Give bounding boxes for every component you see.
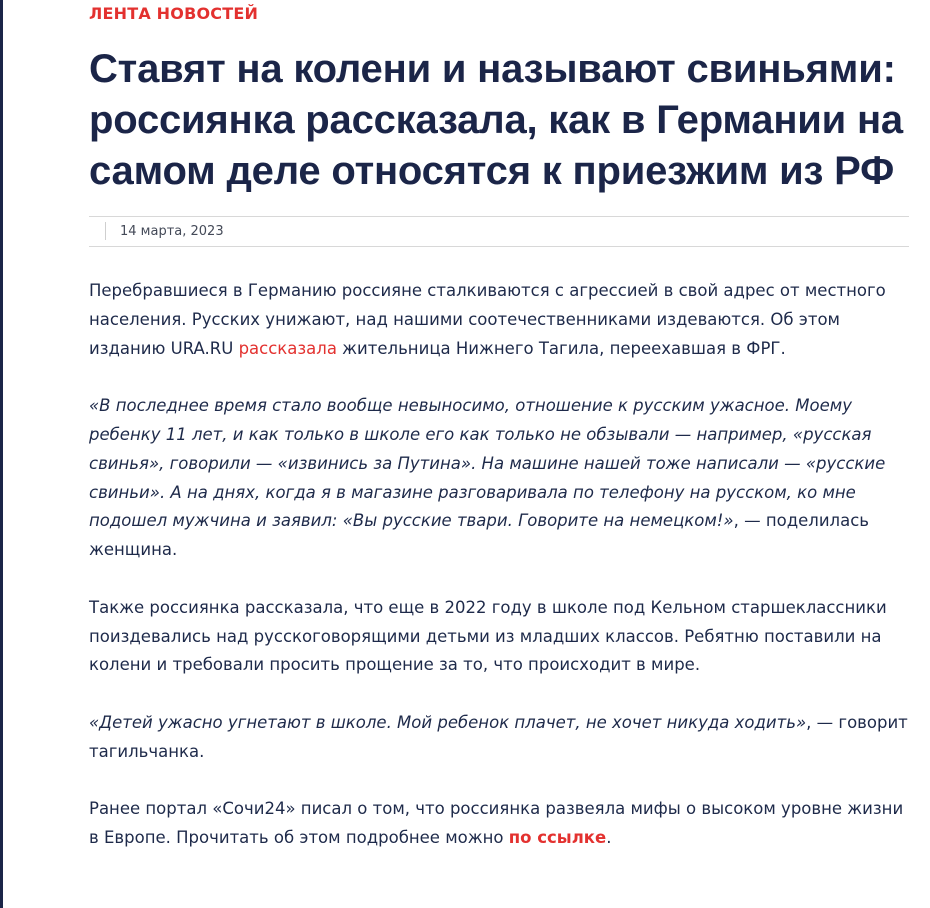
- meta-divider: [105, 222, 106, 240]
- quote-text: «В последнее время стало вообще невыносимо, отношение к русским ужасное. Моему ребенку 11 лет, и как только в школе его как только не обзывали — например, «русская свинья», говорили — «извинись за Путина». На машине нашей тоже написали — «русские свиньи». А на днях, когда я в магазине разговаривала по телефону на русском, ко мне подошел мужчина и заявил: «Вы русские твари. Говорите на немецком!»: [89, 396, 886, 531]
- left-border: [0, 0, 3, 908]
- quote-attribution-2: , — говорит тагильчанка.: [89, 712, 908, 761]
- source-link[interactable]: рассказала: [238, 338, 337, 358]
- paragraph-5: [89, 795, 909, 853]
- paragraph-1-text-after: жительница Нижнего Тагила, переехавшая в ФРГ.: [336, 338, 786, 358]
- article-meta: [89, 216, 909, 247]
- quote-text-2: «Детей ужасно угнетают в школе. Мой ребенок плачет, не хочет никуда ходить»: [89, 712, 807, 732]
- quote-attribution: , — поделилась женщина.: [89, 511, 870, 560]
- read-more-link[interactable]: по ссылке: [508, 828, 607, 848]
- paragraph-2-quote: [89, 392, 909, 565]
- paragraph-3: Также россиянка рассказала, что еще в 2022 году в школе под Кельном старшеклассники поиздевались над русскоговорящими детьми из младших классов. Ребятню поставили на колени и требовали просить прощение за то, что происходит в мире.: [89, 597, 887, 675]
- article-title: Ставят на колени и называют свиньями: россиянка рассказала, как в Германии на самом деле относятся к приезжим из РФ: [89, 47, 903, 193]
- paragraph-4-quote: [89, 709, 909, 767]
- paragraph-5-text-before: Ранее портал «Сочи24» писал о том, что россиянка развеяла мифы о высоком уровне жизни в Европе. Прочитать об этом подробнее можно: [89, 799, 904, 848]
- article-body: [89, 277, 909, 882]
- paragraph-1: [89, 277, 909, 363]
- paragraph-5-text-after: .: [606, 828, 612, 848]
- publish-date: 14 марта, 2023: [120, 224, 224, 239]
- category-label[interactable]: ЛЕНТА НОВОСТЕЙ: [89, 4, 259, 23]
- paragraph-1-text-before: Перебравшиеся в Германию россияне сталкиваются с агрессией в свой адрес от местного населения. Русских унижают, над нашими соотечественниками издеваются. Об этом изданию URA.RU: [89, 281, 886, 358]
